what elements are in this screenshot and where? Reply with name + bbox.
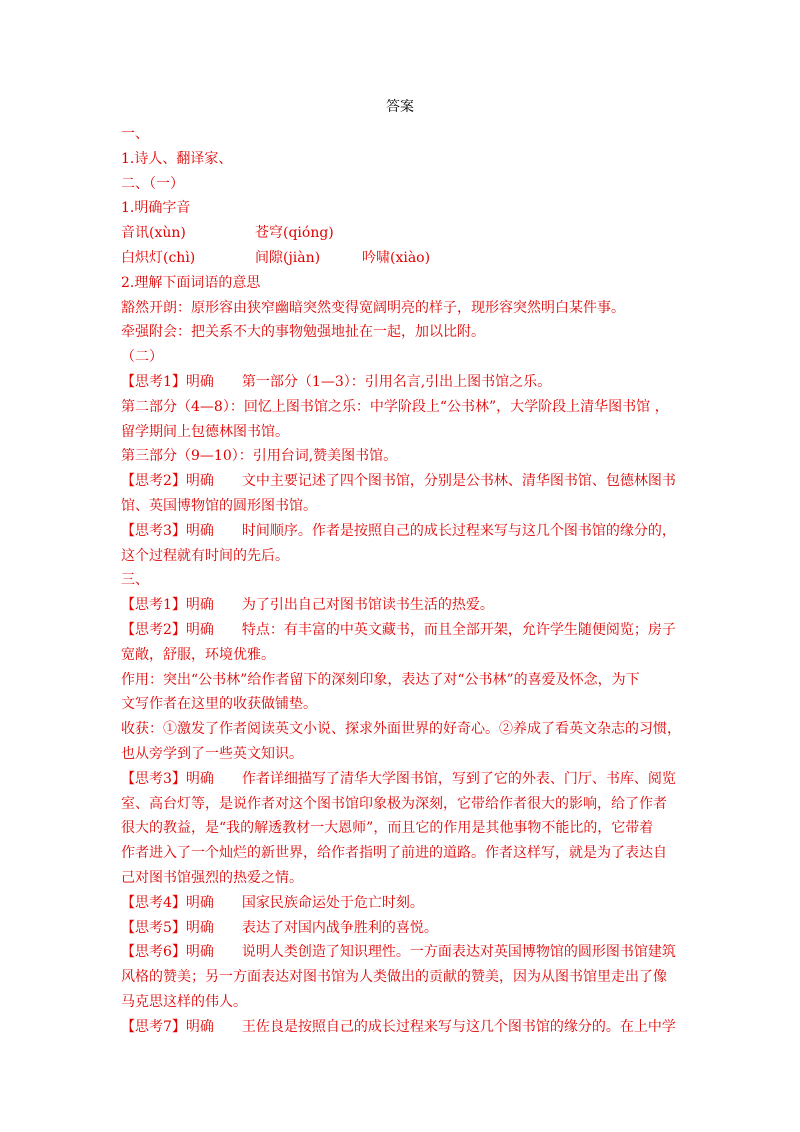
answer-line xyxy=(121,519,681,544)
answer-line: 作用：突出“公书林”给作者留下的深刻印象，表达了对“公书林”的喜爱及怀念，为下 xyxy=(121,671,640,688)
pinyin-item: 白炽灯(chì) xyxy=(121,249,196,266)
answer-line: 室、高台灯等，是说作者对这个图书馆印象极为深刻，它带给作者很大的影响，给了作者 xyxy=(121,795,667,812)
answer-line xyxy=(121,916,681,941)
section-3-heading: 三、 xyxy=(121,572,149,589)
question-label: 【思考5】明确 xyxy=(121,919,214,936)
answer-text: 国家民族命运处于危亡时刻。 xyxy=(241,894,424,911)
question-label: 【思考2】明确 xyxy=(121,473,214,490)
answer-line: 宽敞，舒服，环境优雅。 xyxy=(121,646,275,663)
pinyin-item: 吟啸(xiào) xyxy=(362,249,431,266)
answer-line xyxy=(121,469,681,494)
answer-text: 文中主要记述了四个图书馆，分别是公书林、清华图书馆、包德林图书 xyxy=(241,473,676,490)
answer-line: 很大的教益，是“我的解透教材一大恩师”，而且它的作用是其他事物不能比的，它带着 xyxy=(121,820,654,837)
answer-line: 己对图书馆强烈的热爱之情。 xyxy=(121,869,303,886)
answer-line: 收获：①激发了作者阅读英文小说、探求外面世界的好奇心。②养成了看英文杂志的习惯， xyxy=(121,721,681,738)
answer-line: 也从旁学到了一些英文知识。 xyxy=(121,745,303,762)
pinyin-row-2 xyxy=(121,246,681,271)
answer-text: 说明人类创造了知识理性。一方面表达对英国博物馆的圆形图书馆建筑 xyxy=(241,944,676,961)
answer-text: 作者详细描写了清华大学图书馆，写到了它的外表、门厅、书库、阅览 xyxy=(241,770,676,787)
question-label: 【思考6】明确 xyxy=(121,944,214,961)
answer-text: 时间顺序。作者是按照自己的成长过程来写与这几个图书馆的缘分的， xyxy=(241,522,676,539)
subsection-heading: （二） xyxy=(121,349,163,366)
answer-content xyxy=(121,122,681,1039)
answer-line: 马克思这样的伟人。 xyxy=(121,993,247,1010)
question-label: 【思考1】明确 xyxy=(121,373,214,390)
question-label: 【思考4】明确 xyxy=(121,894,214,911)
vocabulary-heading: 2.理解下面词语的意思 xyxy=(121,274,261,291)
pinyin-item: 音讯(xùn) xyxy=(121,225,186,242)
section-1-answer: 1.诗人、翻译家、 xyxy=(121,150,233,167)
pinyin-item: 间隙(jiàn) xyxy=(255,249,321,266)
answer-line xyxy=(121,618,681,643)
definition-line: 豁然开朗：原形容由狭窄幽暗突然变得宽阔明亮的样子，现形容突然明白某件事。 xyxy=(121,299,625,316)
answer-line xyxy=(121,593,681,618)
answer-text: 为了引出自己对图书馆读书生活的热爱。 xyxy=(241,597,494,614)
answer-text: 王佐良是按照自己的成长过程来写与这几个图书馆的缘分的。在上中学 xyxy=(241,1018,676,1035)
answer-line: 馆、英国博物馆的圆形图书馆。 xyxy=(121,497,317,514)
answer-text: 表达了对国内战争胜利的喜悦。 xyxy=(241,919,438,936)
answer-line: 文写作者在这里的收获做铺垫。 xyxy=(121,696,317,713)
answer-line: 第二部分（4—8）：回忆上图书馆之乐：中学阶段上“公书林”，大学阶段上清华图书馆 ， xyxy=(121,398,669,415)
question-label: 【思考7】明确 xyxy=(121,1018,214,1035)
answer-line xyxy=(121,1015,681,1040)
question-label: 【思考1】明确 xyxy=(121,597,214,614)
section-1-heading: 一、 xyxy=(121,126,149,142)
pronunciation-heading: 1.明确字音 xyxy=(121,200,191,217)
answer-line xyxy=(121,891,681,916)
question-label: 【思考3】明确 xyxy=(121,770,214,787)
answer-text: 第一部分（1—3）：引用名言,引出上图书馆之乐。 xyxy=(241,373,552,390)
answer-line: 第三部分（9—10）：引用台词,赞美图书馆。 xyxy=(121,448,398,465)
question-label: 【思考2】明确 xyxy=(121,621,214,638)
answer-line: 这个过程就有时间的先后。 xyxy=(121,547,289,564)
pinyin-row-1 xyxy=(121,221,681,246)
page-title: 答案 xyxy=(386,99,414,115)
answer-text: 特点：有丰富的中英文藏书，而且全部开架，允许学生随便阅览；房子 xyxy=(241,621,676,638)
answer-line: 风格的赞美；另一方面表达对图书馆为人类做出的贡献的赞美，因为从图书馆里走出了像 xyxy=(121,969,667,986)
section-2-heading: 二、（一） xyxy=(121,175,184,192)
answer-line: 留学期间上包德林图书馆。 xyxy=(121,423,289,440)
question-label: 【思考3】明确 xyxy=(121,522,214,539)
answer-line xyxy=(121,767,681,792)
pinyin-item: 苍穹(qióng) xyxy=(255,225,334,242)
answer-line xyxy=(121,940,681,965)
answer-line xyxy=(121,370,681,395)
definition-line: 牵强附会：把关系不大的事物勉强地扯在一起，加以比附。 xyxy=(121,324,485,341)
answer-line: 作者进入了一个灿烂的新世界，给作者指明了前进的道路。作者这样写，就是为了表达自 xyxy=(121,845,667,862)
